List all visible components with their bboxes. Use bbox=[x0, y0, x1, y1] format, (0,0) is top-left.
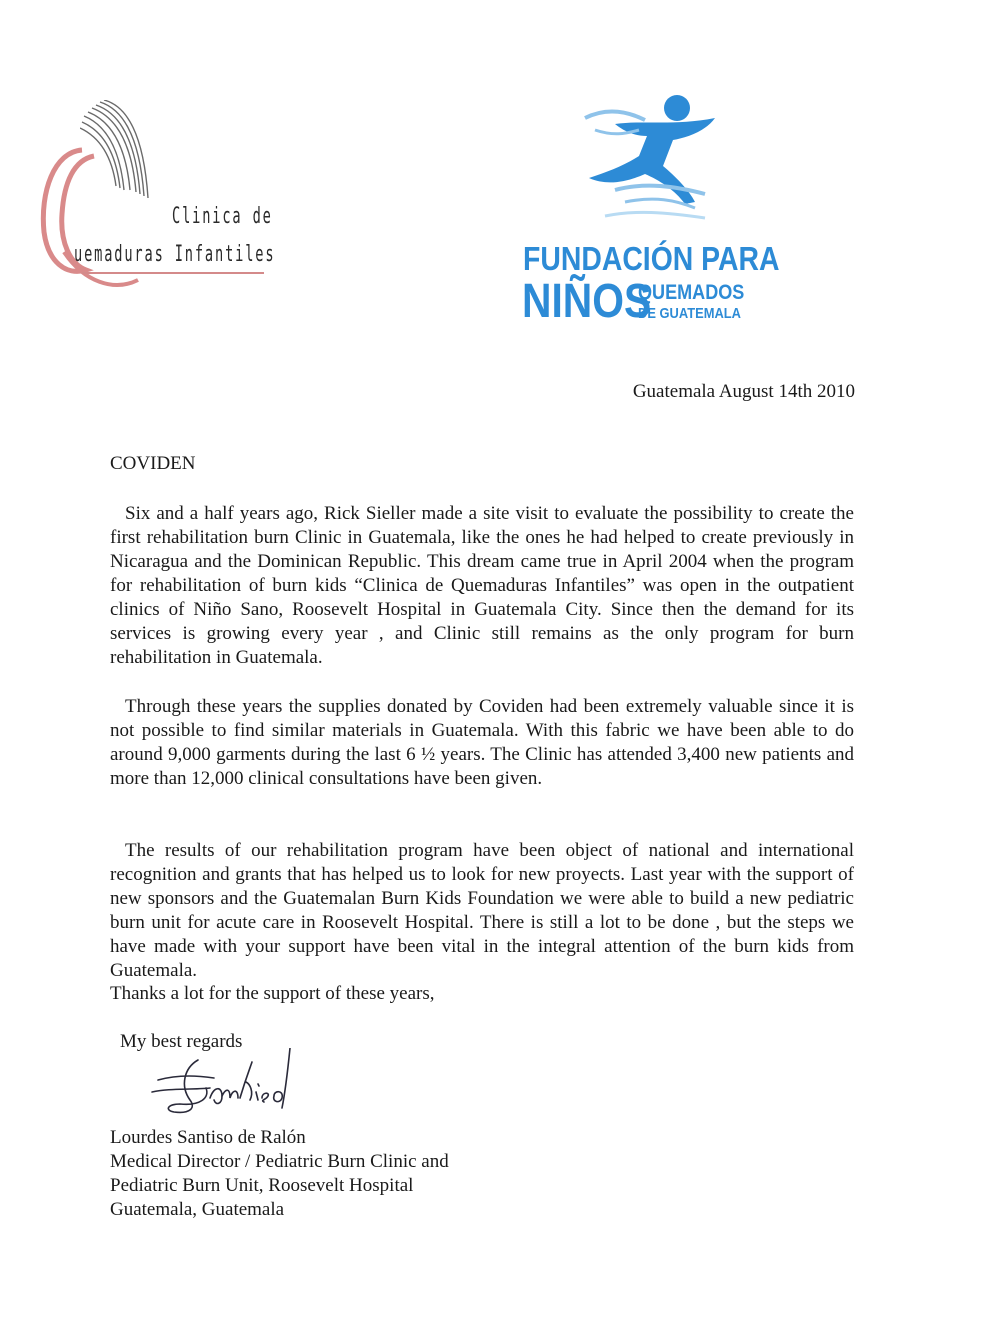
running-child-logo bbox=[555, 90, 735, 230]
letter-date: Guatemala August 14th 2010 bbox=[632, 381, 855, 402]
clinic-logo bbox=[30, 100, 280, 300]
foundation-name-line3: QUEMADOS bbox=[638, 281, 745, 304]
handwritten-signature bbox=[150, 1048, 350, 1128]
letter-q-logo bbox=[34, 142, 144, 292]
signer-title-line2: Pediatric Burn Unit, Roosevelt Hospital bbox=[110, 1175, 414, 1196]
letter-recipient: COVIDEN bbox=[110, 453, 196, 474]
signer-location: Guatemala, Guatemala bbox=[110, 1199, 285, 1220]
foundation-name-line2: NIÑOS bbox=[522, 275, 652, 328]
foundation-name-line4: DE GUATEMALA bbox=[638, 305, 741, 322]
paragraph-2: Through these years the supplies donated by Coviden had been extremely valuable since it is not possible to find similar materials in Guatemala. With this fabric we have been able to do around 9,000 garments during the last 6 ½ years. The Clinic has attended 3,400 new patients and more than 12,000 clinical consultations have been given. bbox=[110, 696, 854, 789]
signer-title-line1: Medical Director / Pediatric Burn Clinic and bbox=[110, 1151, 449, 1172]
paragraph-1: Six and a half years ago, Rick Sieller made a site visit to evaluate the possibility to create the first rehabilitation burn Clinic in Guatemala, like the ones he had helped to create previously in Nicaragua and the Dominican Republic. This dream came true in April 2004 when the program for rehabilitation of burn kids “Clinica de Quemaduras Infantiles” was open in the outpatient clinics of Niño Sano, Roosevelt Hospital in Guatemala City. Since then the demand for its services is growing every year , and Clinic still remains as the only program for burn rehabilitation in Guatemala. bbox=[110, 503, 854, 668]
clinic-name-line1: Clinica de bbox=[172, 204, 273, 229]
foundation-name-line1: FUNDACIÓN PARA bbox=[523, 240, 780, 277]
clinic-name-line2: uemaduras Infantiles bbox=[74, 242, 276, 267]
logo-underline bbox=[82, 272, 264, 274]
paragraph-3: The results of our rehabilitation program have been object of national and international recognition and grants that has helped us to look for new proyects. Last year with the support of new sponsors and the Guatemalan Burn Kids Foundation we were able to build a new pediatric burn unit for acute care in Roosevelt Hospital. There is still a lot to be done , but the steps we have made with your support have been vital in the integral attention of the burn kids from Guatemala. bbox=[110, 840, 854, 981]
closing-line: My best regards bbox=[120, 1031, 243, 1052]
signer-name: Lourdes Santiso de Ralón bbox=[110, 1127, 306, 1148]
foundation-logo bbox=[520, 90, 780, 330]
thanks-line: Thanks a lot for the support of these years, bbox=[110, 983, 435, 1004]
